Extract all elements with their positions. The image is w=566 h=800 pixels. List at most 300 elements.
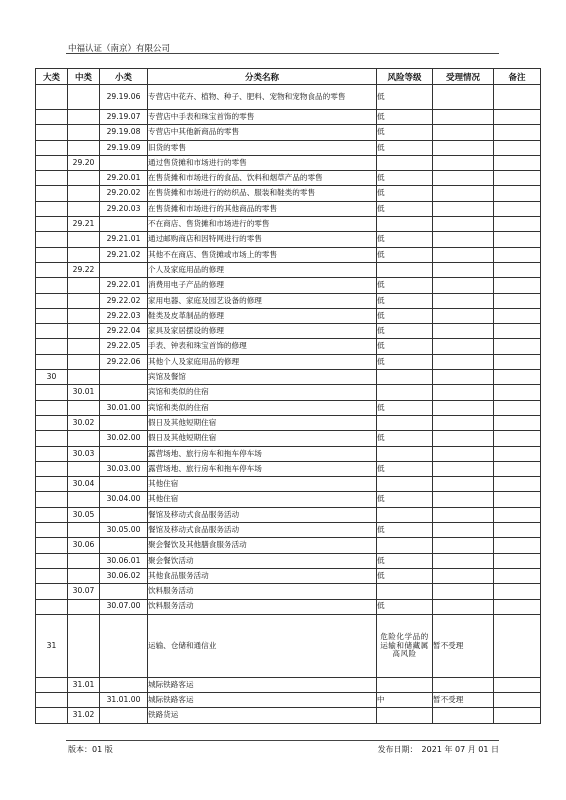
category-name-cell: 运输、仓储和通信业 [148,614,377,677]
acceptance-cell [433,247,494,262]
sub-category-cell: 30.02.00 [100,431,148,446]
mid-category-cell: 29.21 [68,217,100,232]
remark-cell [494,446,541,461]
acceptance-cell [433,339,494,354]
big-category-cell [36,477,68,492]
acceptance-cell [433,201,494,216]
category-name-cell: 露营场地、旅行房车和拖车停车场 [148,461,377,476]
mid-category-cell [68,553,100,568]
acceptance-cell [433,293,494,308]
sub-category-cell: 29.22.05 [100,339,148,354]
risk-level-cell: 低 [377,339,433,354]
mid-category-cell: 31.01 [68,677,100,692]
risk-level-cell: 低 [377,293,433,308]
mid-category-cell [68,171,100,186]
sub-category-cell: 29.22.06 [100,354,148,369]
table-row [36,492,541,507]
table-row [36,186,541,201]
acceptance-cell [433,538,494,553]
big-category-cell [36,553,68,568]
column-header-note: 备注 [494,69,541,85]
acceptance-cell [433,85,494,110]
remark-cell [494,693,541,708]
risk-level-cell [377,708,433,723]
table-row [36,85,541,110]
column-header-name: 分类名称 [148,69,377,85]
mid-category-cell [68,599,100,614]
acceptance-cell [433,125,494,140]
mid-category-cell [68,85,100,110]
remark-cell [494,85,541,110]
mid-category-cell [68,492,100,507]
risk-level-cell: 低 [377,186,433,201]
remark-cell [494,125,541,140]
mid-category-cell [68,324,100,339]
acceptance-cell [433,171,494,186]
column-header-sub: 小类 [100,69,148,85]
big-category-cell [36,217,68,232]
risk-level-cell [377,446,433,461]
risk-level-cell: 低 [377,568,433,583]
acceptance-cell [433,324,494,339]
sub-category-cell [100,262,148,277]
big-category-cell [36,708,68,723]
sub-category-cell: 29.22.04 [100,324,148,339]
table-row [36,370,541,385]
sub-category-cell: 29.21.02 [100,247,148,262]
acceptance-cell [433,461,494,476]
risk-level-cell [377,262,433,277]
acceptance-cell [433,507,494,522]
table-row [36,415,541,430]
acceptance-cell [433,523,494,538]
remark-cell [494,461,541,476]
mid-category-cell [68,278,100,293]
risk-level-cell [377,155,433,170]
category-name-cell: 露营场地、旅行房车和拖车停车场 [148,446,377,461]
sub-category-cell: 29.22.03 [100,308,148,323]
risk-level-cell [377,538,433,553]
big-category-cell [36,507,68,522]
remark-cell [494,584,541,599]
table-header-row [36,69,541,85]
header-divider [66,53,499,54]
risk-level-cell [377,370,433,385]
acceptance-cell [433,708,494,723]
table-row [36,523,541,538]
risk-level-cell: 低 [377,201,433,216]
sub-category-cell [100,677,148,692]
category-name-cell: 城际铁路客运 [148,693,377,708]
remark-cell [494,324,541,339]
acceptance-cell [433,308,494,323]
big-category-cell [36,400,68,415]
risk-level-cell: 低 [377,599,433,614]
table-row [36,339,541,354]
mid-category-cell [68,568,100,583]
big-category-cell [36,232,68,247]
column-header-big: 大类 [36,69,68,85]
big-category-cell [36,293,68,308]
category-name-cell: 在售货摊和市场进行的纺织品、服装和鞋类的零售 [148,186,377,201]
risk-level-cell: 低 [377,125,433,140]
remark-cell [494,523,541,538]
category-name-cell: 餐馆及移动式食品服务活动 [148,523,377,538]
big-category-cell [36,677,68,692]
acceptance-cell [433,400,494,415]
sub-category-cell [100,477,148,492]
big-category-cell [36,461,68,476]
table-row [36,677,541,692]
category-name-cell: 消费用电子产品的修理 [148,278,377,293]
risk-level-cell: 低 [377,461,433,476]
big-category-cell [36,110,68,125]
big-category-cell [36,599,68,614]
sub-category-cell [100,385,148,400]
category-name-cell: 其他住宿 [148,477,377,492]
column-header-mid: 中类 [68,69,100,85]
column-header-risk: 风险等级 [377,69,433,85]
big-category-cell [36,308,68,323]
big-category-cell [36,568,68,583]
sub-category-cell [100,538,148,553]
category-name-cell: 个人及家庭用品的修理 [148,262,377,277]
big-category-cell [36,538,68,553]
table-row [36,446,541,461]
remark-cell [494,538,541,553]
sub-category-cell [100,507,148,522]
footer-divider [66,740,499,741]
mid-category-cell: 30.01 [68,385,100,400]
sub-category-cell: 29.19.08 [100,125,148,140]
category-name-cell: 饮料服务活动 [148,599,377,614]
acceptance-cell [433,140,494,155]
acceptance-cell [433,370,494,385]
sub-category-cell: 29.22.02 [100,293,148,308]
table-row [36,538,541,553]
mid-category-cell [68,370,100,385]
category-name-cell: 其他住宿 [148,492,377,507]
sub-category-cell: 29.22.01 [100,278,148,293]
category-name-cell: 旧货的零售 [148,140,377,155]
risk-level-cell: 低 [377,171,433,186]
big-category-cell [36,431,68,446]
category-name-cell: 饮料服务活动 [148,584,377,599]
risk-level-cell: 低 [377,431,433,446]
remark-cell [494,155,541,170]
remark-cell [494,247,541,262]
big-category-cell [36,324,68,339]
risk-level-cell: 低 [377,232,433,247]
table-row [36,614,541,677]
remark-cell [494,477,541,492]
sub-category-cell: 30.01.00 [100,400,148,415]
acceptance-cell [433,415,494,430]
category-name-cell: 家具及家居摆设的修理 [148,324,377,339]
big-category-cell [36,171,68,186]
acceptance-cell [433,278,494,293]
sub-category-cell: 29.20.02 [100,186,148,201]
table-row [36,584,541,599]
table-row [36,354,541,369]
sub-category-cell: 30.05.00 [100,523,148,538]
category-name-cell: 餐馆及移动式食品服务活动 [148,507,377,522]
risk-level-cell: 低 [377,492,433,507]
category-name-cell: 鞋类及皮革制品的修理 [148,308,377,323]
big-category-cell [36,201,68,216]
mid-category-cell: 30.06 [68,538,100,553]
mid-category-cell [68,293,100,308]
table-row [36,140,541,155]
risk-level-cell: 低 [377,354,433,369]
sub-category-cell [100,614,148,677]
remark-cell [494,186,541,201]
remark-cell [494,293,541,308]
sub-category-cell: 31.01.00 [100,693,148,708]
mid-category-cell: 30.02 [68,415,100,430]
big-category-cell [36,125,68,140]
acceptance-cell [433,155,494,170]
big-category-cell [36,85,68,110]
table-row [36,110,541,125]
mid-category-cell [68,125,100,140]
mid-category-cell: 30.05 [68,507,100,522]
remark-cell [494,568,541,583]
table-row [36,125,541,140]
risk-level-cell [377,584,433,599]
remark-cell [494,201,541,216]
mid-category-cell: 31.02 [68,708,100,723]
table-row [36,155,541,170]
mid-category-cell [68,232,100,247]
remark-cell [494,232,541,247]
table-row [36,599,541,614]
category-name-cell: 宾馆和类似的住宿 [148,400,377,415]
mid-category-cell [68,523,100,538]
mid-category-cell [68,354,100,369]
risk-level-cell: 中 [377,693,433,708]
table-row [36,400,541,415]
acceptance-cell [433,354,494,369]
remark-cell [494,110,541,125]
category-name-cell: 其他个人及家庭用品的修理 [148,354,377,369]
category-name-cell: 其他食品服务活动 [148,568,377,583]
table-row [36,278,541,293]
sub-category-cell [100,217,148,232]
remark-cell [494,400,541,415]
remark-cell [494,492,541,507]
big-category-cell [36,523,68,538]
table-row [36,553,541,568]
release-date: 发布日期： 2021 年 07 月 01 日 [377,745,499,754]
sub-category-cell [100,415,148,430]
category-name-cell: 铁路货运 [148,708,377,723]
acceptance-cell [433,431,494,446]
remark-cell [494,339,541,354]
acceptance-cell [433,553,494,568]
remark-cell [494,262,541,277]
big-category-cell [36,339,68,354]
category-name-cell: 假日及其他短期住宿 [148,431,377,446]
table-body [36,85,541,724]
sub-category-cell: 30.06.01 [100,553,148,568]
risk-level-cell [377,507,433,522]
remark-cell [494,553,541,568]
mid-category-cell [68,431,100,446]
mid-category-cell [68,247,100,262]
risk-level-cell [377,677,433,692]
acceptance-cell [433,446,494,461]
sub-category-cell: 30.04.00 [100,492,148,507]
acceptance-cell [433,217,494,232]
big-category-cell [36,354,68,369]
risk-level-cell: 低 [377,523,433,538]
mid-category-cell: 29.20 [68,155,100,170]
category-name-cell: 专营店中手表和珠宝首饰的零售 [148,110,377,125]
mid-category-cell [68,693,100,708]
acceptance-cell [433,599,494,614]
mid-category-cell [68,400,100,415]
sub-category-cell: 30.07.00 [100,599,148,614]
table-row [36,262,541,277]
risk-level-cell [377,385,433,400]
big-category-cell [36,186,68,201]
table-row [36,693,541,708]
big-category-cell: 31 [36,614,68,677]
mid-category-cell [68,461,100,476]
risk-level-cell [377,415,433,430]
risk-level-cell [377,477,433,492]
sub-category-cell: 29.20.01 [100,171,148,186]
column-header-accept: 受理情况 [433,69,494,85]
mid-category-cell: 30.04 [68,477,100,492]
remark-cell [494,354,541,369]
risk-level-cell: 低 [377,247,433,262]
acceptance-cell [433,584,494,599]
category-name-cell: 专营店中其他新商品的零售 [148,125,377,140]
category-name-cell: 聚会餐饮及其他膳食服务活动 [148,538,377,553]
sub-category-cell: 29.21.01 [100,232,148,247]
mid-category-cell [68,110,100,125]
acceptance-cell [433,477,494,492]
remark-cell [494,171,541,186]
mid-category-cell: 29.22 [68,262,100,277]
acceptance-cell [433,677,494,692]
table-row [36,201,541,216]
acceptance-cell [433,385,494,400]
mid-category-cell: 30.03 [68,446,100,461]
risk-level-cell: 低 [377,324,433,339]
category-name-cell: 宾馆及餐馆 [148,370,377,385]
sub-category-cell [100,370,148,385]
sub-category-cell [100,584,148,599]
risk-level-cell: 低 [377,278,433,293]
big-category-cell [36,492,68,507]
category-name-cell: 通过邮购商店和因特网进行的零售 [148,232,377,247]
mid-category-cell [68,140,100,155]
acceptance-cell [433,186,494,201]
remark-cell [494,431,541,446]
category-name-cell: 城际铁路客运 [148,677,377,692]
remark-cell [494,507,541,522]
category-name-cell: 在售货摊和市场进行的食品、饮料和烟草产品的零售 [148,171,377,186]
version-label: 版本：01 版 [68,745,113,754]
big-category-cell [36,262,68,277]
sub-category-cell: 29.19.06 [100,85,148,110]
sub-category-cell [100,155,148,170]
big-category-cell [36,140,68,155]
mid-category-cell [68,201,100,216]
table-row [36,477,541,492]
risk-level-cell [377,217,433,232]
remark-cell [494,278,541,293]
category-name-cell: 不在商店、售货摊和市场进行的零售 [148,217,377,232]
table-row [36,308,541,323]
table-row [36,431,541,446]
table-row [36,324,541,339]
category-name-cell: 通过售货摊和市场进行的零售 [148,155,377,170]
acceptance-cell [433,262,494,277]
table-row [36,461,541,476]
remark-cell [494,140,541,155]
mid-category-cell: 30.07 [68,584,100,599]
classification-table [35,68,541,724]
remark-cell [494,415,541,430]
table-row [36,293,541,308]
category-name-cell: 聚会餐饮活动 [148,553,377,568]
table-row [36,568,541,583]
big-category-cell [36,446,68,461]
risk-level-cell: 低 [377,400,433,415]
acceptance-cell [433,568,494,583]
risk-level-cell: 低 [377,553,433,568]
remark-cell [494,370,541,385]
category-name-cell: 在售货摊和市场进行的其他商品的零售 [148,201,377,216]
acceptance-cell: 暂不受理 [433,614,494,677]
risk-level-cell: 低 [377,308,433,323]
table-row [36,385,541,400]
category-name-cell: 假日及其他短期住宿 [148,415,377,430]
remark-cell [494,385,541,400]
acceptance-cell [433,492,494,507]
big-category-cell [36,415,68,430]
company-name: 中福认证（南京）有限公司 [68,44,171,54]
mid-category-cell [68,308,100,323]
category-name-cell: 手表、钟表和珠宝首饰的修理 [148,339,377,354]
mid-category-cell [68,614,100,677]
mid-category-cell [68,186,100,201]
acceptance-cell [433,110,494,125]
table-row [36,708,541,723]
big-category-cell: 30 [36,370,68,385]
table-row [36,217,541,232]
remark-cell [494,308,541,323]
big-category-cell [36,385,68,400]
table-row [36,507,541,522]
sub-category-cell: 29.19.09 [100,140,148,155]
remark-cell [494,599,541,614]
sub-category-cell [100,708,148,723]
mid-category-cell [68,339,100,354]
remark-cell [494,708,541,723]
table-row [36,171,541,186]
acceptance-cell: 暂不受理 [433,693,494,708]
remark-cell [494,677,541,692]
category-name-cell: 其他不在商店、售货摊或市场上的零售 [148,247,377,262]
category-name-cell: 家用电器、家庭及园艺设备的修理 [148,293,377,308]
category-name-cell: 宾馆和类似的住宿 [148,385,377,400]
big-category-cell [36,584,68,599]
